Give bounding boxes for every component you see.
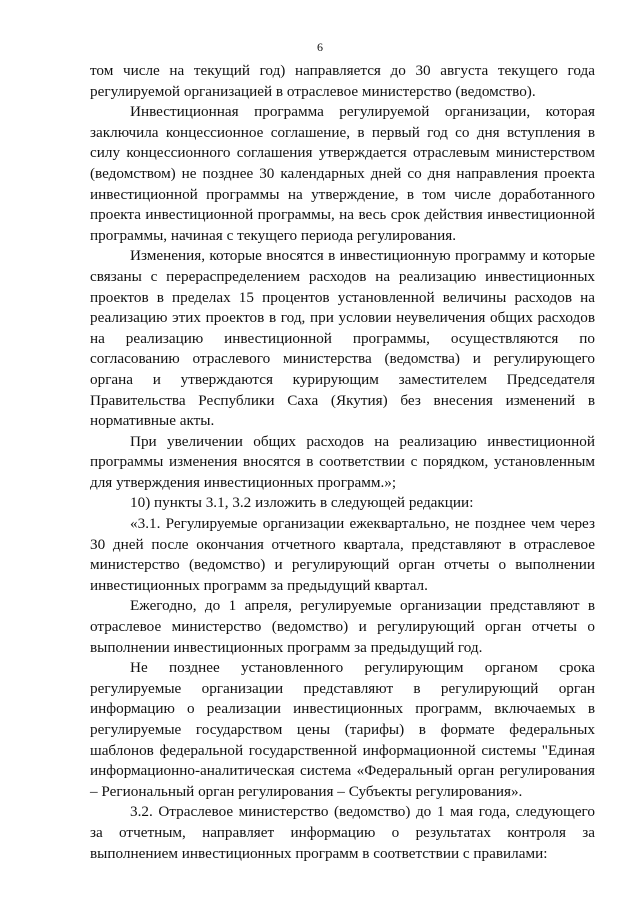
paragraph-continuation: том числе на текущий год) направляется до 30 августа текущего года регулируемой организацией в отраслевое министерство (ведомство). <box>90 62 595 100</box>
paragraph-annual-report: Ежегодно, до 1 апреля, регулируемые организации представляют в отраслевое министерство (ведомство) и регулирующий орган отчеты о выполнении инвестиционных программ за предыдущий год. <box>90 597 595 656</box>
paragraph-deadline: Не позднее установленного регулирующим органом срока регулируемые организации представляют в регулирующий орган информацию о реализации инвестиционных программ, включаемых в регулируемые государством цены (тарифы) в формате федеральных шаблонов федеральной государственной информационной системы "Единая информационно-аналитическая система «Федеральный орган регулирования – Региональный орган регулирования – Субъекты регулирования». <box>90 659 595 800</box>
page-number: 6 <box>317 40 323 54</box>
paragraph-increase: При увеличении общих расходов на реализацию инвестиционной программы изменения вносятся в соответствии с порядком, установленным для утверждения инвестиционных программ.»; <box>90 432 595 491</box>
paragraph-3-2: 3.2. Отраслевое министерство (ведомство) до 1 мая года, следующего за отчетным, направляет информацию о результатах контроля за выполнением инвестиционных программ в соответствии с правилами: <box>90 803 595 862</box>
paragraph-3-1: «3.1. Регулируемые организации ежеквартально, не позднее чем через 30 дней после окончания отчетного квартала, представляют в отраслевое министерство (ведомство) и регулирующий орган отчеты о выполнении инвестиционных программ за предыдущий квартал. <box>90 515 595 594</box>
paragraph-item-10: 10) пункты 3.1, 3.2 изложить в следующей редакции: <box>130 494 474 512</box>
paragraph-changes: Изменения, которые вносятся в инвестиционную программу и которые связаны с перераспределением расходов на реализацию инвестиционных проектов в пределах 15 процентов установленной величины расходов на реализацию этих проектов в год, при условии неувеличения общих расходов на реализацию инвестиционной программы, осуществляются по согласованию отраслевого министерства (ведомства) и регулирующего органа и утверждаются курирующим заместителем Председателя Правительства Республики Саха (Якутия) без внесения изменений в нормативные акты. <box>90 247 595 430</box>
document-body <box>90 61 595 864</box>
paragraph-concession: Инвестиционная программа регулируемой организации, которая заключила концессионное соглашение, в первый год со дня вступления в силу концессионного соглашения утверждается отраслевым министерством (ведомством) не позднее 30 календарных дней со дня направления проекта инвестиционной программы на утверждение, в том числе доработанного проекта инвестиционной программы, на весь срок действия инвестиционной программы, начиная с текущего периода регулирования. <box>90 103 595 244</box>
